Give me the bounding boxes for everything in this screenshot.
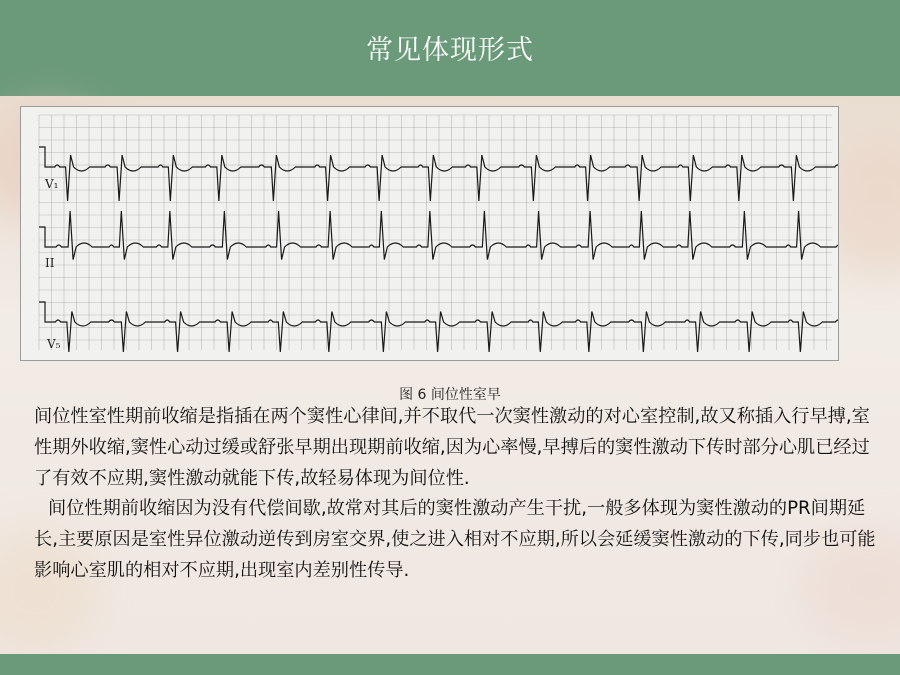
figure-caption: 图 6 间位性室早 <box>399 387 501 403</box>
lead-label-v5: V₅ <box>47 337 61 351</box>
slide-title: 常见体现形式 <box>366 35 534 66</box>
slide-header <box>0 0 900 96</box>
ecg-strip <box>21 107 838 360</box>
slide-footer <box>0 654 900 675</box>
body-text <box>34 402 882 587</box>
ecg-figure <box>20 106 839 361</box>
paragraph-2: 间位性期前收缩因为没有代偿间歇,故常对其后的窦性激动产生干扰,一般多体现为窦性激动的PR间期延长,主要原因是室性异位激动逆传到房室交界,使之进入相对不应期,所以会延缓窦性激动的下传,同步也可能影响心室肌的相对不应期,出现室内差别性传导. <box>34 498 876 581</box>
lead-label-ii: II <box>45 256 55 270</box>
lead-label-v1: V₁ <box>45 177 59 191</box>
paragraph-1: 间位性室性期前收缩是指插在两个窦性心律间,并不取代一次窦性激动的对心室控制,故又称插入行早搏,室性期外收缩,窦性心动过缓或舒张早期出现期前收缩,因为心率慢,早搏后的窦性激动下传时部分心肌已经过了有效不应期,窦性激动就能下传,故轻易体现为间位性. <box>34 406 870 489</box>
